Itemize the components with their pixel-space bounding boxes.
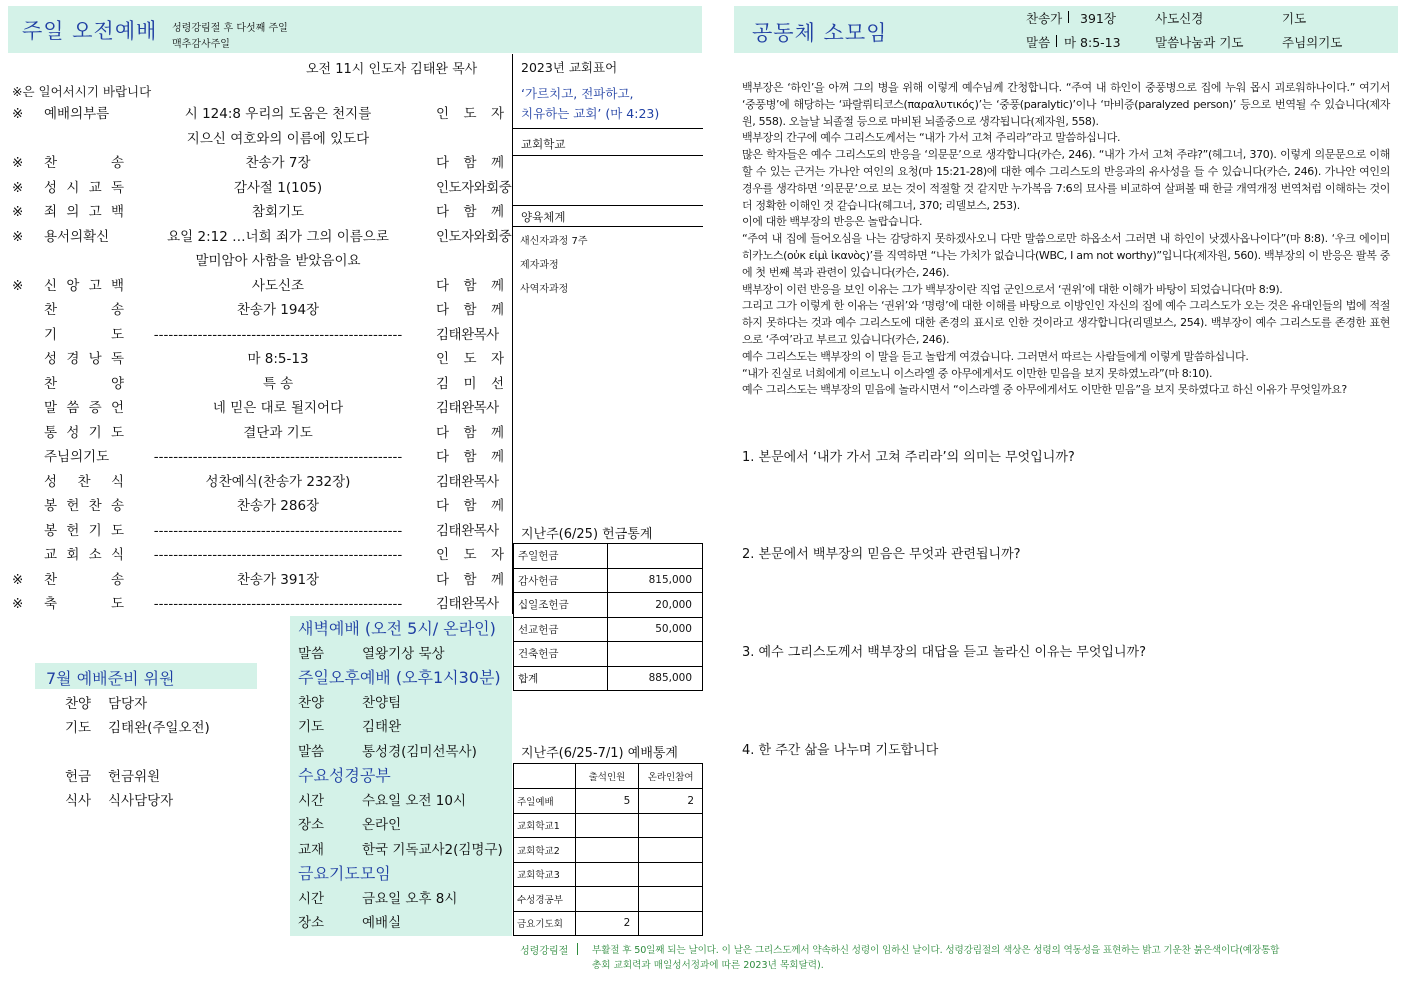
offering-label: 감사헌금 (514, 568, 608, 593)
worship-item-content: --------------------------------------------------- (153, 326, 403, 343)
sermon-paragraph: “내가 진실로 너희에게 이르노니 이스라엘 중 아무에게서도 이만한 믿음을 보지 못하였노라”(마 8:10). (742, 366, 1213, 380)
meeting-value: 열왕기상 묵상 (362, 645, 445, 662)
worship-row (10, 543, 504, 567)
worship-item-leader: 김 미 선 (436, 375, 504, 392)
attendance-online (639, 911, 703, 936)
offering-amount (608, 642, 703, 667)
worship-item-leader: 인 도 자 (436, 106, 504, 122)
july-person: 식사담당자 (108, 793, 174, 809)
motto-line-2: 치유하는 교회’ (마 4:23) (521, 106, 660, 121)
footer-text-1: 부활절 후 50일째 되는 날이다. 이 날은 그리스도께서 약속하신 성령이 임하신 날이다. 성령강림절의 색상은 성령의 역동성을 표현하는 밝고 기운찬 붉은색이다(예장통합 (592, 945, 1280, 956)
worship-item-name: 주님의기도 (44, 449, 110, 465)
worship-item-content: 특 송 (262, 375, 294, 392)
worship-item-name: 성 찬 식 (44, 473, 124, 490)
attendance-present: 5 (575, 789, 639, 814)
worship-item-name: 용서의확신 (44, 228, 110, 245)
training-underline (513, 226, 703, 227)
sermon-paragraph: 백부장이 이런 반응을 보인 이유는 그가 백부장이란 직업 군인으로서 ‘권위’에 대한 이해가 바탕이 되었습니다(마 8:9). (742, 282, 1283, 296)
worship-row (10, 519, 504, 543)
table-row (514, 789, 703, 814)
school-underline (513, 155, 703, 156)
worship-item-leader: 다 함 께 (436, 277, 504, 294)
worship-item-leader: 김태완목사 (436, 473, 499, 490)
attendance-online (639, 862, 703, 887)
worship-item-name: 찬 양 (44, 375, 124, 392)
worship-item-leader: 김태완목사 (436, 522, 499, 539)
attendance-present (575, 838, 639, 863)
prayer-label: 기도 (1282, 11, 1307, 26)
meeting-key: 말씀 (298, 743, 325, 760)
training-title: 양육체계 (521, 210, 566, 224)
worship-item-name: 성 경 낭 독 (44, 351, 124, 367)
worship-item-content: --------------------------------------------------- (153, 449, 403, 465)
table-row (514, 862, 703, 887)
july-role: 식사 (65, 793, 92, 809)
question-2: 2. 본문에서 백부장의 믿음은 무엇과 관련됩니까? (742, 547, 1021, 562)
stand-mark: ※ (12, 228, 24, 245)
worship-row (10, 151, 504, 175)
training-item: 제자과정 (520, 260, 559, 271)
worship-item-name: 봉 헌 찬 송 (44, 498, 124, 514)
motto-line-1: ‘가르치고, 전파하고, (521, 86, 634, 101)
worship-item-name: 말 씀 증 언 (44, 400, 124, 416)
attendance-present (575, 862, 639, 887)
table-header-row (514, 764, 703, 789)
training-item: 사역자과정 (520, 284, 569, 295)
offering-label: 주일헌금 (514, 544, 608, 569)
attendance-present (575, 887, 639, 912)
worship-item-content: 감사절 1(105) (233, 179, 323, 196)
worship-item-name: 통 성 기 도 (44, 424, 124, 441)
offering-amount: 50,000 (608, 617, 703, 642)
worship-item-leader: 김태완목사 (436, 326, 499, 343)
worship-item-content: 찬송가 391장 (236, 571, 320, 588)
motto-underline (513, 128, 703, 129)
offering-amount: 815,000 (608, 568, 703, 593)
worship-item-content: --------------------------------------------------- (153, 547, 403, 563)
worship-item-leader: 다 함 께 (436, 571, 504, 588)
worship-item-name: 축 도 (44, 596, 124, 612)
worship-item-name: 예배의부름 (44, 106, 110, 122)
worship-item-leader: 다 함 께 (436, 498, 504, 514)
offering-label: 합계 (514, 666, 608, 691)
meeting-key: 시간 (298, 890, 325, 907)
column-header (514, 764, 576, 789)
attendance-label: 금요기도회 (514, 911, 576, 936)
meeting-key: 장소 (298, 915, 325, 931)
offering-label: 건축헌금 (514, 642, 608, 667)
sermon-paragraph: 그리고 그가 이렇게 한 이유는 ‘권위’와 ‘명령’에 대한 이해를 바탕으로 이방인인 자신의 집에 예수 그리스도가 오는 것은 유대인들의 법에 적절하지 못하다는 것과 예수 그리스도에 대한 존경의 표시로 인한 것이라고 생각합니다(리델보스, 254). 백부장이 예수 그리스도를 존경한 표현으로 ‘주여’라고 부르고 있습니다(카슨, 246). (742, 299, 1390, 346)
worship-item-content: 사도신조 (251, 277, 305, 294)
attendance-title: 지난주(6/25-7/1) 예배통계 (521, 746, 678, 761)
meeting-key: 장소 (298, 817, 325, 833)
worship-item-content: 결단과 기도 (243, 424, 313, 441)
offering-label: 선교헌금 (514, 617, 608, 642)
sermon-notes (742, 80, 1390, 399)
attendance-label: 수성경공부 (514, 887, 576, 912)
worship-item-leader: 인 도 자 (436, 547, 504, 563)
meeting-value: 온라인 (362, 817, 402, 833)
worship-item-content: 말미암아 사함을 받았음이요 (195, 253, 361, 269)
word-value: 마 8:5-13 (1064, 35, 1121, 50)
worship-row (10, 102, 504, 126)
worship-item-leader: 다 함 께 (436, 449, 504, 465)
stand-mark: ※ (12, 179, 24, 196)
attendance-label: 교회학교1 (514, 813, 576, 838)
stand-mark: ※ (12, 277, 24, 294)
attendance-present (575, 813, 639, 838)
worship-item-leader: 다 함 께 (436, 302, 504, 318)
worship-item-leader: 김태완목사 (436, 400, 499, 416)
worship-item-leader: 다 함 께 (436, 204, 504, 220)
table-row (514, 813, 703, 838)
question-3: 3. 예수 그리스도께서 백부장의 대답을 듣고 놀라신 이유는 무엇입니까? (742, 645, 1146, 660)
worship-item-content: 네 믿은 대로 될지어다 (212, 400, 344, 416)
worship-item-content: 찬송가 7장 (245, 155, 311, 171)
table-row (514, 911, 703, 936)
worship-item-leader: 김태완목사 (436, 596, 499, 612)
worship-row (10, 470, 504, 494)
share-label: 말씀나눔과 기도 (1155, 35, 1244, 50)
attendance-online (639, 838, 703, 863)
column-header: 출석인원 (575, 764, 639, 789)
attendance-label: 교회학교2 (514, 838, 576, 863)
meeting-value: 금요일 오후 8시 (362, 890, 458, 907)
sermon-paragraph: 많은 학자들은 예수 그리스도의 반응을 ‘의문문’으로 생각합니다(카슨, 246). “내가 가서 고쳐 주랴?”(헤그너, 370). 이렇게 의문문으로 이해할 수 있는 근거는 가나안 여인의 요청(마 15:21-28)에 대한 예수 그리스도의 반응과의 유사성을 들 수 있습니다(카슨, 246). 가나안 여인의 경우를 생각하면 ‘의문문’으로 보는 것이 적절할 것 같지만 누가복음 7:6의 묘사를 비교하여 살펴볼 때 한글 개역개정 번역처럼 이해하는 것이 더 정확한 이해인 것 같습니다(헤그너, 370; 리델보스, 253). (742, 148, 1390, 212)
header-subtitle-1: 성령강림절 후 다섯째 주일 (172, 23, 288, 34)
sermon-paragraph: 예수 그리스도는 백부장의 믿음에 놀라시면서 “이스라엘 중 아무에게서도 이만한 믿음”을 보지 못하였다고 하신 이유가 무엇일까요? (742, 383, 1347, 397)
stand-note: ※은 일어서시기 바랍니다 (12, 84, 152, 99)
meeting-value: 예배실 (362, 915, 402, 931)
worship-row (10, 592, 504, 616)
footer-text-2: 총회 교회력과 매일성서정과에 따른 2023년 목회달력). (592, 960, 824, 971)
worship-row (10, 372, 504, 396)
july-role: 기도 (65, 720, 92, 736)
worship-row (10, 347, 504, 371)
worship-item-name: 신 앙 고 백 (44, 277, 124, 294)
attendance-present: 2 (575, 911, 639, 936)
attendance-online (639, 887, 703, 912)
meeting-title: 주일오후예배 (오후1시30분) (298, 668, 501, 687)
attendance-label: 주일예배 (514, 789, 576, 814)
offering-amount: 885,000 (608, 666, 703, 691)
footer-separator (577, 943, 578, 955)
creed-label: 사도신경 (1155, 11, 1204, 26)
attendance-table (513, 763, 703, 936)
footer-label: 성령강림절 (520, 946, 569, 957)
worship-item-content: 찬송가 286장 (236, 498, 320, 514)
meeting-key: 기도 (298, 719, 325, 735)
worship-row (10, 568, 504, 592)
july-role: 헌금 (65, 769, 92, 785)
hymn-label: 찬송가 (1026, 11, 1063, 26)
sermon-paragraph: 예수 그리스도는 백부장의 이 말을 듣고 놀랍게 여겼습니다. 그러면서 따르는 사람들에게 이렇게 말씀하십니다. (742, 349, 1249, 363)
meeting-key: 교재 (298, 841, 325, 858)
meeting-key: 말씀 (298, 645, 325, 662)
stand-mark: ※ (12, 571, 24, 588)
worship-item-content: 참회기도 (251, 204, 305, 220)
meeting-value: 수요일 오전 10시 (362, 792, 467, 809)
training-topline (513, 205, 703, 206)
sermon-paragraph: 이에 대한 백부장의 반응은 놀랍습니다. (742, 215, 923, 229)
worship-item-name: 찬 송 (44, 571, 124, 588)
leader-line: 오전 11시 인도자 김태완 목사 (306, 62, 478, 77)
table-row (514, 568, 703, 593)
worship-item-content: 시 124:8 우리의 도움은 천지를 (184, 106, 372, 122)
meeting-title: 금요기도모임 (298, 864, 391, 883)
worship-row (10, 421, 504, 445)
stand-mark: ※ (12, 596, 24, 612)
table-row (514, 838, 703, 863)
sermon-paragraph: 백부장의 간구에 예수 그리스도께서는 “내가 가서 고쳐 주리라”라고 말씀하십니다. (742, 131, 1121, 145)
table-row (514, 544, 703, 569)
offering-label: 십일조헌금 (514, 593, 608, 618)
worship-row (10, 274, 504, 298)
table-row (514, 666, 703, 691)
question-4: 4. 한 주간 삶을 나누며 기도합니다 (742, 743, 939, 758)
motto-year: 2023년 교회표어 (521, 60, 618, 75)
worship-row (10, 200, 504, 224)
lords-prayer-label: 주님의기도 (1282, 35, 1343, 50)
meeting-title: 새벽예배 (오전 5시/ 온라인) (298, 619, 496, 638)
worship-row (10, 127, 504, 151)
worship-row (10, 298, 504, 322)
table-row (514, 887, 703, 912)
offering-amount: 20,000 (608, 593, 703, 618)
header-subtitle-2: 맥추감사주일 (172, 39, 230, 50)
offering-amount (608, 544, 703, 569)
meeting-key: 시간 (298, 792, 325, 809)
worship-row (10, 323, 504, 347)
worship-item-name: 기 도 (44, 326, 124, 343)
column-header: 온라인참여 (639, 764, 703, 789)
worship-row (10, 494, 504, 518)
july-role: 찬양 (65, 696, 92, 712)
july-person: 헌금위원 (108, 769, 161, 785)
worship-row (10, 396, 504, 420)
word-separator (1056, 35, 1057, 47)
worship-row (10, 176, 512, 200)
worship-item-leader: 다 함 께 (436, 155, 504, 171)
sermon-paragraph: 백부장은 ‘하인’을 아껴 그의 병을 위해 이렇게 예수님께 간청합니다. “주여 내 하인이 중풍병으로 집에 누워 몹시 괴로워하나이다.” 여기서 ‘중풍병’에 해당하는 ‘파랄뤼티코스(παραλυτικός)’는 ‘중풍(paralytic)’이나 ‘마비증(paralyzed person)’ 등으로 번역될 수 있습니다(제자원, 558). 오늘날 뇌졸절 등으로 마비된 뇌졸중으로 생각됩니다(제자원, 558). (742, 81, 1390, 128)
worship-item-leader: 다 함 께 (436, 424, 504, 441)
attendance-online: 2 (639, 789, 703, 814)
worship-item-content: --------------------------------------------------- (153, 596, 403, 612)
meeting-value: 통성경(김미선목사) (362, 743, 477, 760)
meeting-value: 한국 기독교사2(김명구) (362, 841, 503, 858)
attendance-label: 교회학교3 (514, 862, 576, 887)
worship-item-leader: 인도자와회중 (436, 228, 512, 245)
worship-item-content: 마 8:5-13 (247, 351, 309, 367)
question-1: 1. 본문에서 ‘내가 가서 고쳐 주리라’의 의미는 무엇입니까? (742, 450, 1075, 465)
offering-title: 지난주(6/25) 헌금통계 (521, 527, 653, 542)
july-person: 담당자 (108, 696, 148, 712)
church-school-label: 교회학교 (521, 137, 566, 151)
table-row (514, 593, 703, 618)
meeting-key: 찬양 (298, 694, 325, 711)
july-title: 7월 예배준비 위원 (46, 669, 175, 688)
sermon-paragraph: “주여 내 집에 들어오심을 나는 감당하지 못하겠사오니 다만 말씀으로만 하옵소서 그러면 내 하인이 낫겠사옵나이다”(마 8:8). ‘우크 에이미 히카노스(οὐκ εἰμὶ ἱκανὸς)’를 직역하면 “나는 가치가 없습니다(WBC, I am not worthy)”입니다(제자원, 560). 백부장의 이 반응은 팔복 중에 첫 번째 복과 관련이 있습니다(카슨, 246). (742, 232, 1390, 279)
table-row (514, 617, 703, 642)
attendance-online (639, 813, 703, 838)
stand-mark: ※ (12, 204, 24, 220)
worship-item-name: 찬 송 (44, 302, 124, 318)
worship-item-content: 지으신 여호와의 이름에 있도다 (186, 130, 370, 147)
worship-item-name: 교 회 소 식 (44, 547, 124, 563)
worship-item-name: 성 시 교 독 (44, 179, 124, 196)
worship-item-leader: 인 도 자 (436, 351, 504, 367)
worship-item-name: 찬 송 (44, 155, 124, 171)
meeting-title: 수요성경공부 (298, 766, 391, 785)
hymn-value: 391장 (1080, 11, 1116, 26)
training-item: 새신자과정 7주 (520, 236, 588, 247)
worship-item-content: 요일 2:12 …너희 죄가 그의 이름으로 (167, 228, 389, 245)
word-label: 말씀 (1026, 35, 1051, 50)
table-row (514, 642, 703, 667)
worship-row (10, 445, 504, 469)
july-person: 김태완(주일오전) (108, 720, 210, 736)
worship-item-content: 찬송가 194장 (236, 302, 320, 318)
meeting-value: 찬양팀 (362, 694, 402, 711)
worship-row (10, 225, 512, 249)
stand-mark: ※ (12, 106, 24, 122)
stand-mark: ※ (12, 155, 24, 171)
page-title: 주일 오전예배 (22, 19, 158, 43)
right-title: 공동체 소모임 (752, 21, 888, 45)
hymn-separator (1068, 11, 1069, 23)
worship-row (10, 249, 504, 273)
meeting-value: 김태완 (362, 719, 402, 735)
worship-item-content: 성찬예식(찬송가 232장) (205, 473, 351, 490)
divider-line (512, 54, 513, 614)
worship-item-name: 봉 헌 기 도 (44, 522, 124, 539)
worship-item-name: 죄 의 고 백 (44, 204, 124, 220)
offering-table (513, 543, 703, 691)
worship-item-content: --------------------------------------------------- (153, 522, 403, 539)
worship-item-leader: 인도자와회중 (436, 179, 512, 196)
